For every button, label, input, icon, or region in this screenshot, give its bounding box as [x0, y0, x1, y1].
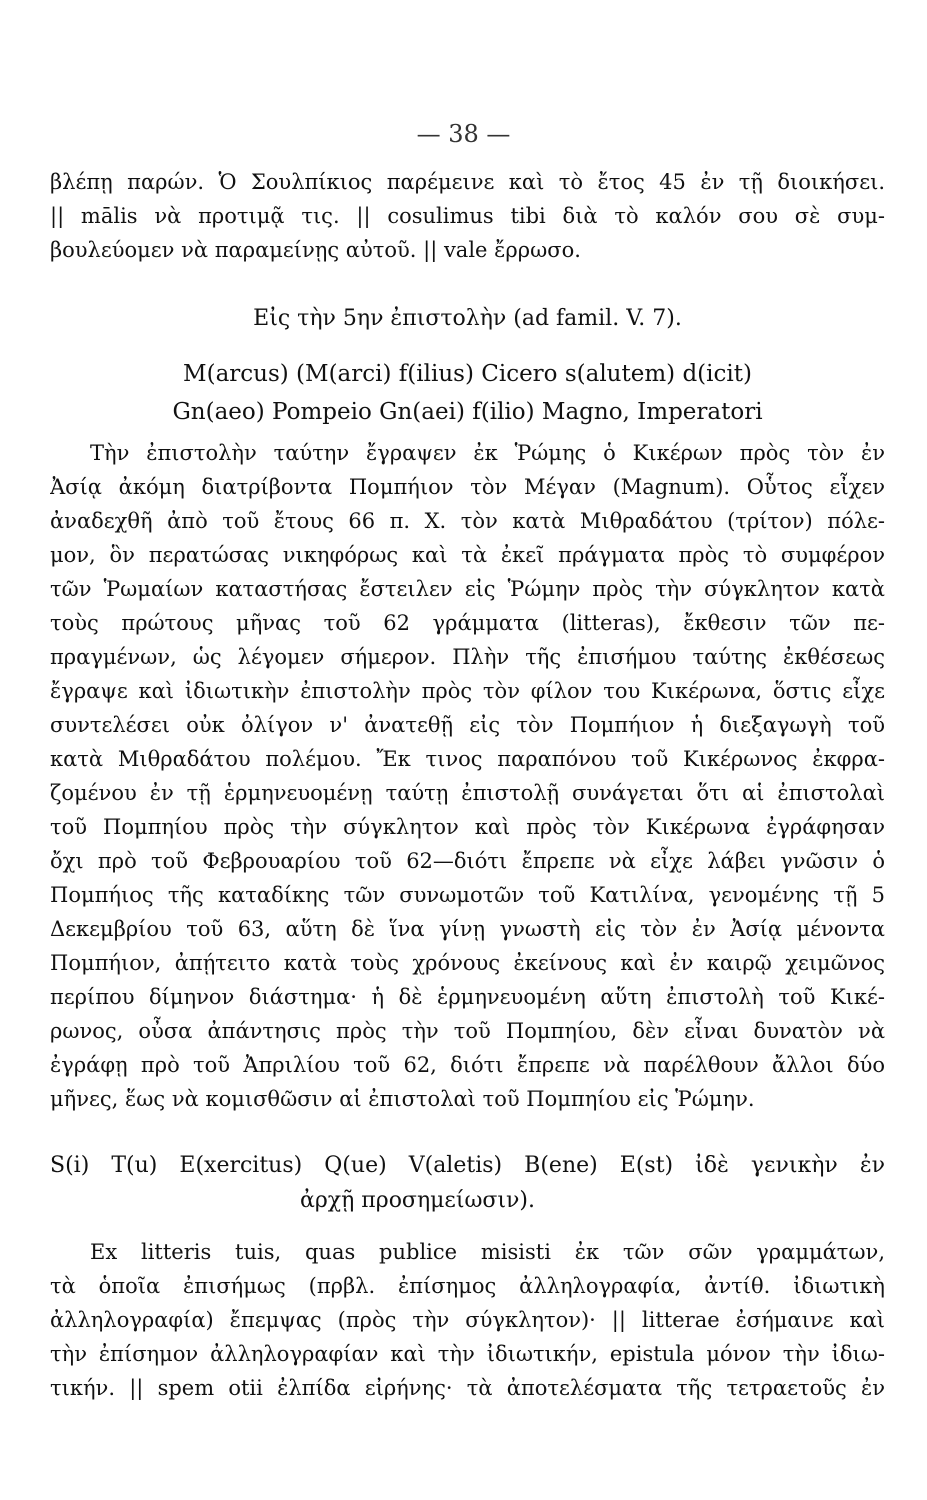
- text-line: τῶν Ῥωμαίων καταστήσας ἔστειλεν εἰς Ῥώμην πρὸς τὴν σύγκλητον κατὰ: [50, 577, 885, 601]
- text-line: Δεκεμβρίου τοῦ 63, αὕτη δὲ ἵνα γίνῃ γνωστὴ εἰς τὸν ἐν Ἀσίᾳ μένοντα: [50, 917, 885, 941]
- text-line: S(i) T(u) E(xercitus) Q(ue) V(aletis) B(ene) E(st) ἰδὲ γενικὴν ἐν: [50, 1153, 885, 1178]
- text-line: Πομπήιον, ἀπῄτειτο κατὰ τοὺς χρόνους ἐκείνους καὶ ἐν καιρῷ χειμῶνος: [50, 951, 885, 975]
- text-line: τοῦ Πομπηίου πρὸς τὴν σύγκλητον καὶ πρὸς τὸν Κικέρωνα ἐγράφησαν: [50, 815, 885, 839]
- text-line: τοὺς πρώτους μῆνας τοῦ 62 γράμματα (litteras), ἔκθεσιν τῶν πε-: [50, 611, 885, 635]
- text-line: μῆνες, ἕως νὰ κομισθῶσιν αἱ ἐπιστολαὶ τοῦ Πομπηίου εἰς Ῥώμην.: [50, 1087, 755, 1111]
- paragraph-3: [50, 1148, 885, 1218]
- salutation-line: M(arcus) (M(arci) f(ilius) Cicero s(alutem) d(icit): [183, 361, 752, 387]
- text-line: συντελέσει οὐκ ὀλίγον ν' ἀνατεθῇ εἰς τὸν Πομπήιον ἡ διεξαγωγὴ τοῦ: [50, 713, 885, 737]
- text-line: τικήν. || spem otii ἐλπίδα εἰρήνης· τὰ ἀποτελέσματα τῆς τετραετοῦς ἐν: [50, 1376, 885, 1400]
- text-line: μον, ὃν περατώσας νικηφόρως καὶ τὰ ἐκεῖ πράγματα πρὸς τὸ συμφέρον: [50, 543, 885, 567]
- text-line: κατὰ Μιθραδάτου πολέμου. Ἔκ τινος παραπόνου τοῦ Κικέρωνος ἐκφρα-: [50, 747, 885, 771]
- salutation-line: Gn(aeo) Pompeio Gn(aei) f(ilio) Magno, Imperatori: [172, 399, 763, 425]
- text-line: τὴν ἐπίσημον ἀλληλογραφίαν καὶ τὴν ἰδιωτικήν, epistula μόνον τὴν ἰδιω-: [50, 1342, 885, 1366]
- text-line: ἐγράφῃ πρὸ τοῦ Ἀπριλίου τοῦ 62, διότι ἔπρεπε νὰ παρέλθουν ἄλλοι δύο: [50, 1053, 885, 1077]
- text-line: Τὴν ἐπιστολὴν ταύτην ἔγραψεν ἐκ Ῥώμης ὁ Κικέρων πρὸς τὸν ἐν: [90, 441, 885, 465]
- text-line: περίπου δίμηνον διάστημα· ἡ δὲ ἑρμηνευομένη αὕτη ἐπιστολὴ τοῦ Κικέ-: [50, 985, 885, 1009]
- text-line: || mālis νὰ προτιμᾷ τις. || cosulimus tibi διὰ τὸ καλόν σου σὲ συμ-: [50, 204, 885, 228]
- text-line: ζομένου ἐν τῇ ἑρμηνευομένῃ ταύτῃ ἐπιστολῇ συνάγεται ὅτι αἱ ἐπιστολαὶ: [50, 781, 885, 805]
- text-line: ρωνος, οὖσα ἀπάντησις πρὸς τὴν τοῦ Πομπηίου, δὲν εἶναι δυνατὸν νὰ: [50, 1019, 885, 1043]
- text-line: Πομπήιος τῆς καταδίκης τῶν συνωμοτῶν τοῦ Κατιλίνα, γενομένης τῇ 5: [50, 883, 885, 907]
- text-line: βλέπῃ παρών. Ὁ Σουλπίκιος παρέμεινε καὶ τὸ ἔτος 45 ἐν τῇ διοικήσει.: [50, 170, 885, 194]
- text-line: ὄχι πρὸ τοῦ Φεβρουαρίου τοῦ 62—διότι ἔπρεπε νὰ εἶχε λάβει γνῶσιν ὁ: [50, 849, 885, 873]
- section-heading: Εἰς τὴν 5ην ἐπιστολὴν (ad famil. V. 7).: [253, 306, 682, 331]
- text-line: Ἀσίᾳ ἀκόμη διατρίβοντα Πομπήιον τὸν Μέγαν (Magnum). Οὗτος εἶχεν: [50, 475, 885, 499]
- text-line: ἀλληλογραφία) ἔπεμψας (πρὸς τὴν σύγκλητον)· || litterae ἐσήμαινε καὶ: [50, 1308, 885, 1332]
- text-line: βουλεύομεν νὰ παραμείνῃς αὐτοῦ. || vale ἔρρωσο.: [50, 238, 581, 262]
- text-line: πραγμένων, ὡς λέγομεν σήμερον. Πλὴν τῆς ἐπισήμου ταύτης ἐκθέσεως: [50, 645, 885, 669]
- page-number: — 38 —: [416, 120, 511, 148]
- text-line: ἀρχῇ προσημείωσιν).: [300, 1188, 535, 1213]
- salutation: [50, 355, 885, 431]
- section-heading-block: [50, 302, 885, 336]
- text-line: τὰ ὁποῖα ἐπισήμως (πρβλ. ἐπίσημος ἀλληλογραφία, ἀντίθ. ἰδιωτικὴ: [50, 1274, 885, 1298]
- text-line: Ex litteris tuis, quas publice misisti ἐκ τῶν σῶν γραμμάτων,: [90, 1240, 885, 1264]
- paragraph-4: [50, 1235, 885, 1405]
- text-line: ἀναδεχθῆ ἀπὸ τοῦ ἔτους 66 π. Χ. τὸν κατὰ Μιθραδάτου (τρίτον) πόλε-: [50, 509, 885, 533]
- paragraph-1: [50, 165, 885, 267]
- text-line: ἔγραψε καὶ ἰδιωτικὴν ἐπιστολὴν πρὸς τὸν φίλον του Κικέρωνα, ὅστις εἶχε: [50, 679, 885, 703]
- paragraph-2: [50, 436, 885, 1116]
